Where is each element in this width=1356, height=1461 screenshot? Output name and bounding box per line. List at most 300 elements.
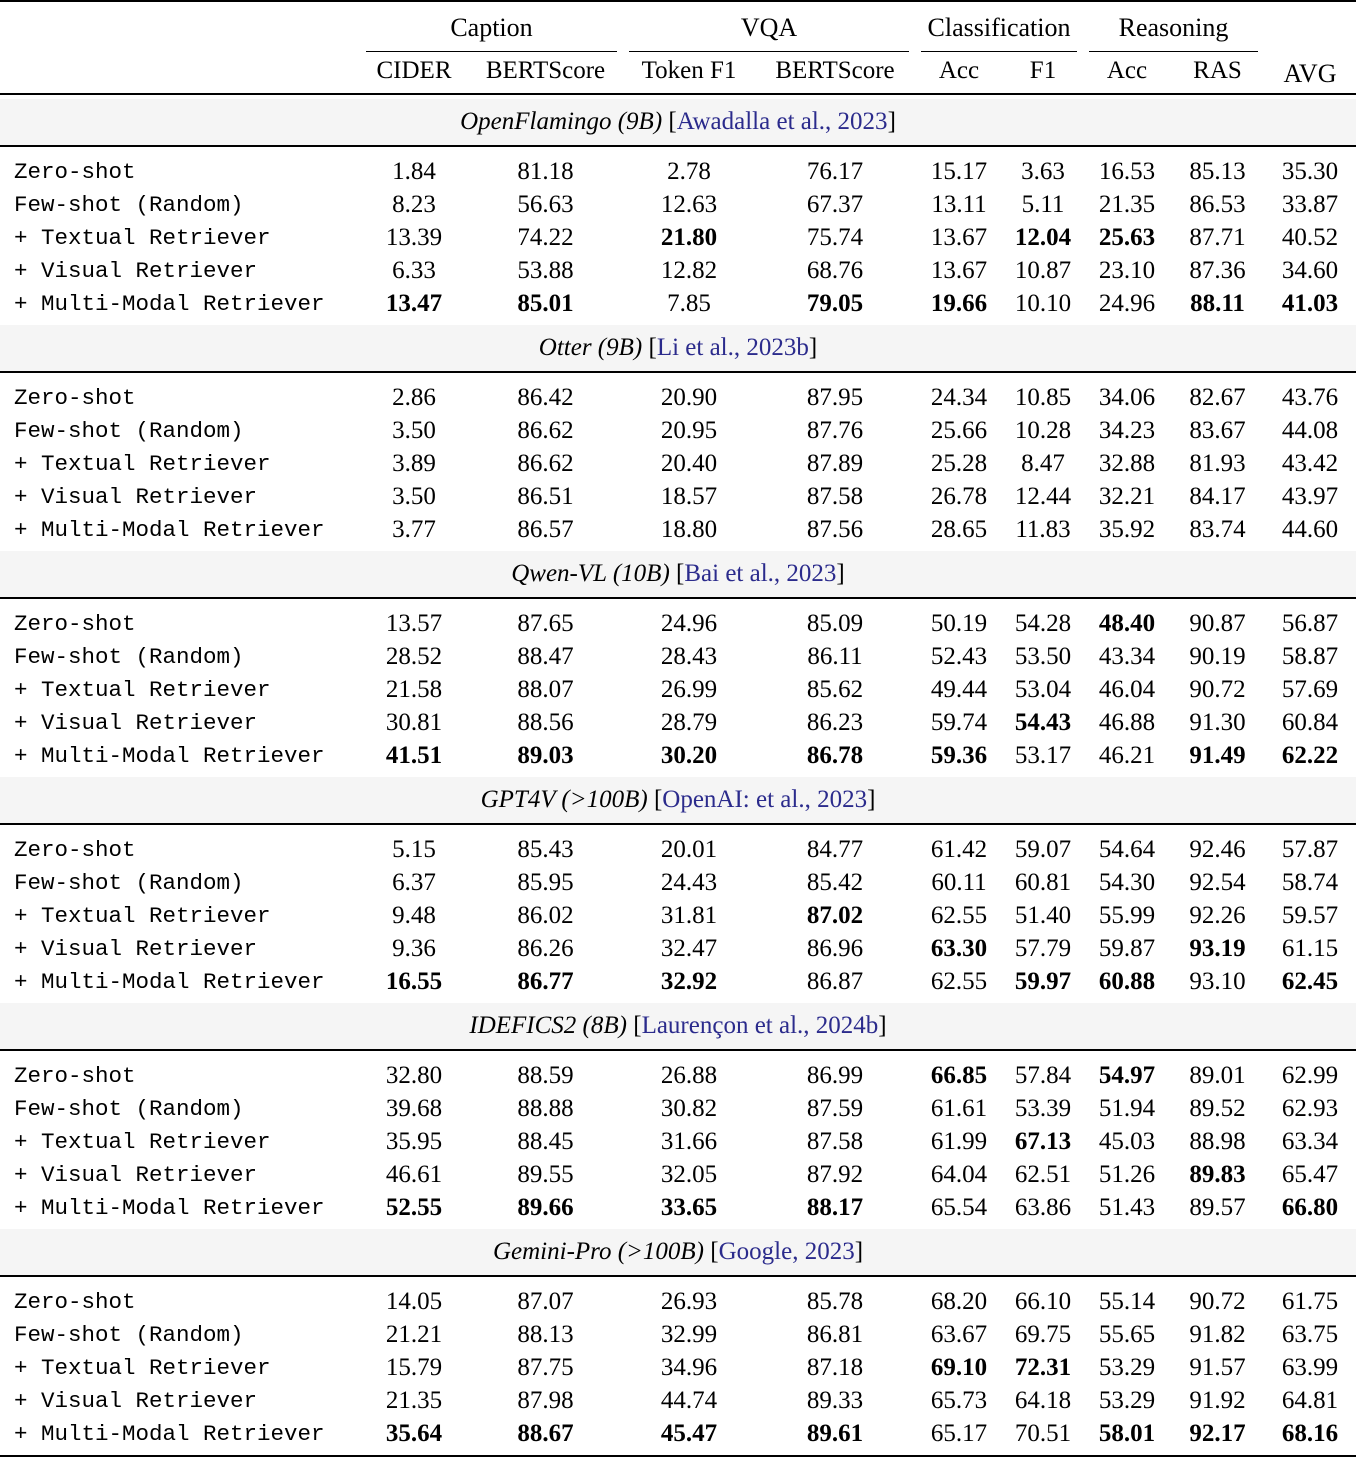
metric-value: 86.57 [517, 515, 574, 543]
horizontal-rule [0, 1456, 1356, 1461]
citation-close-bracket: ] [836, 560, 845, 587]
metric-value: 89.57 [1189, 1193, 1246, 1221]
metric-value: 63.99 [1281, 1353, 1339, 1381]
metric-value: 57.87 [1281, 835, 1339, 863]
metric-value: 18.80 [660, 515, 718, 543]
column-header-ras-7: RAS [1193, 57, 1242, 84]
row-label: Zero-shot [14, 836, 136, 863]
row-label: + Textual Retriever [14, 450, 271, 477]
metric-value: 88.88 [517, 1094, 574, 1122]
row-label: Few-shot (Random) [14, 191, 244, 218]
metric-value: 74.22 [517, 223, 574, 251]
metric-value: 63.30 [930, 934, 988, 962]
metric-value: 62.51 [1014, 1160, 1072, 1188]
metric-value: 15.17 [930, 157, 988, 185]
metric-value: 76.17 [806, 157, 864, 185]
row-label: + Textual Retriever [14, 1128, 271, 1155]
metric-value: 53.04 [1014, 675, 1072, 703]
column-group-caption: Caption [450, 13, 533, 42]
row-label: Few-shot (Random) [14, 869, 244, 896]
metric-value: 51.94 [1098, 1094, 1156, 1122]
metric-value: 3.77 [392, 515, 436, 543]
metric-value: 53.50 [1014, 642, 1072, 670]
table-row [0, 607, 1356, 640]
metric-value: 30.81 [385, 708, 443, 736]
metric-value: 59.57 [1281, 901, 1339, 929]
metric-value: 28.65 [930, 515, 988, 543]
metric-value: 54.30 [1098, 868, 1156, 896]
row-label: Few-shot (Random) [14, 1321, 244, 1348]
metric-value: 68.76 [806, 256, 864, 284]
citation-close-bracket: ] [887, 108, 896, 135]
row-label: + Multi-Modal Retriever [14, 742, 325, 769]
table-row [0, 866, 1356, 899]
metric-value: 88.11 [1190, 289, 1245, 317]
model-name: Otter (9B) [538, 334, 643, 361]
row-label: + Visual Retriever [14, 1387, 258, 1414]
citation-link[interactable]: Laurençon et al., 2024b [641, 1012, 879, 1039]
metric-value: 85.42 [806, 868, 864, 896]
metric-value: 87.58 [806, 482, 864, 510]
metric-value: 53.17 [1014, 741, 1072, 769]
metric-value: 86.53 [1189, 190, 1246, 218]
citation-link[interactable]: Google, 2023 [718, 1238, 855, 1265]
table-row [0, 381, 1356, 414]
metric-value: 53.39 [1014, 1094, 1072, 1122]
metric-value: 31.81 [660, 901, 718, 929]
model-name: IDEFICS2 (8B) [469, 1012, 627, 1039]
metric-value: 34.96 [660, 1353, 718, 1381]
table-row [0, 221, 1356, 254]
row-label: + Visual Retriever [14, 483, 258, 510]
metric-value: 5.15 [392, 835, 436, 863]
metric-value: 43.34 [1098, 642, 1156, 670]
metric-value: 6.33 [392, 256, 436, 284]
metric-value: 68.20 [930, 1287, 988, 1315]
metric-value: 86.62 [517, 449, 574, 477]
metric-value: 92.46 [1189, 835, 1246, 863]
metric-value: 55.14 [1098, 1287, 1156, 1315]
metric-value: 20.40 [660, 449, 718, 477]
metric-value: 86.96 [806, 934, 864, 962]
table-row [0, 1059, 1356, 1092]
metric-value: 24.34 [930, 383, 988, 411]
citation-close-bracket: ] [808, 334, 818, 361]
metric-value: 26.99 [660, 675, 718, 703]
row-label: Zero-shot [14, 384, 136, 411]
metric-value: 56.87 [1281, 609, 1339, 637]
metric-value: 87.58 [806, 1127, 864, 1155]
row-label: Few-shot (Random) [14, 417, 244, 444]
metric-value: 53.29 [1098, 1353, 1156, 1381]
metric-value: 25.66 [930, 416, 988, 444]
citation-open-bracket: [ [662, 108, 677, 135]
column-group-classification: Classification [927, 13, 1071, 42]
metric-value: 91.82 [1189, 1320, 1246, 1348]
row-label: + Textual Retriever [14, 902, 271, 929]
metric-value: 87.65 [517, 609, 574, 637]
metric-value: 92.54 [1189, 868, 1246, 896]
table-row [0, 965, 1356, 998]
metric-value: 90.72 [1189, 1287, 1246, 1315]
citation-link[interactable]: Awadalla et al., 2023 [676, 108, 888, 135]
table-row [0, 188, 1356, 221]
citation-open-bracket: [ [642, 334, 657, 361]
metric-value: 79.05 [806, 289, 864, 317]
metric-value: 66.10 [1014, 1287, 1072, 1315]
metric-value: 32.80 [385, 1061, 443, 1089]
citation-link[interactable]: Bai et al., 2023 [684, 560, 837, 587]
metric-value: 57.69 [1281, 675, 1339, 703]
table-row [0, 414, 1356, 447]
metric-value: 86.11 [807, 642, 863, 670]
metric-value: 9.48 [392, 901, 436, 929]
metric-value: 52.43 [930, 642, 988, 670]
metric-value: 21.35 [385, 1386, 443, 1414]
row-label: + Multi-Modal Retriever [14, 968, 325, 995]
metric-value: 59.87 [1098, 934, 1156, 962]
metric-value: 26.88 [660, 1061, 718, 1089]
metric-value: 58.87 [1281, 642, 1339, 670]
metric-value: 87.98 [517, 1386, 574, 1414]
metric-value: 35.30 [1281, 157, 1339, 185]
metric-value: 93.10 [1189, 967, 1246, 995]
metric-value: 89.03 [517, 741, 574, 769]
metric-value: 34.23 [1098, 416, 1156, 444]
metric-value: 59.97 [1014, 967, 1072, 995]
row-label: + Multi-Modal Retriever [14, 1194, 325, 1221]
metric-value: 87.36 [1189, 256, 1246, 284]
metric-value: 88.56 [517, 708, 574, 736]
row-label: Zero-shot [14, 158, 136, 185]
section-header-row [0, 325, 1356, 372]
column-header-bertscore-1: BERTScore [485, 57, 606, 84]
metric-value: 16.55 [385, 967, 443, 995]
row-label: + Visual Retriever [14, 257, 258, 284]
metric-value: 59.74 [930, 708, 988, 736]
metric-value: 62.22 [1281, 741, 1339, 769]
metric-value: 88.98 [1189, 1127, 1246, 1155]
metric-value: 33.65 [660, 1193, 718, 1221]
table-row [0, 480, 1356, 513]
metric-value: 88.45 [517, 1127, 574, 1155]
metric-value: 10.85 [1014, 383, 1072, 411]
section-header-row [0, 551, 1356, 598]
metric-value: 44.08 [1281, 416, 1339, 444]
metric-value: 87.95 [806, 383, 864, 411]
metric-value: 68.16 [1281, 1419, 1339, 1447]
metric-value: 88.13 [517, 1320, 574, 1348]
row-label: + Multi-Modal Retriever [14, 516, 325, 543]
metric-value: 63.86 [1014, 1193, 1072, 1221]
metric-value: 89.52 [1189, 1094, 1246, 1122]
metric-value: 13.67 [930, 223, 988, 251]
metric-value: 13.57 [385, 609, 443, 637]
metric-value: 86.42 [517, 383, 574, 411]
section-header-idefics2 [0, 1003, 1356, 1050]
metric-value: 2.86 [392, 383, 436, 411]
metric-value: 13.67 [930, 256, 988, 284]
metric-value: 91.57 [1189, 1353, 1246, 1381]
column-subheader-row [0, 53, 1356, 94]
table-row [0, 254, 1356, 287]
metric-value: 75.74 [806, 223, 864, 251]
row-label: + Textual Retriever [14, 224, 271, 251]
metric-value: 63.34 [1281, 1127, 1339, 1155]
metric-value: 25.63 [1098, 223, 1156, 251]
metric-value: 25.28 [930, 449, 988, 477]
group-header-corner [0, 6, 360, 47]
metric-value: 24.43 [660, 868, 718, 896]
table-row [0, 1158, 1356, 1191]
metric-value: 65.47 [1281, 1160, 1339, 1188]
metric-value: 87.75 [517, 1353, 574, 1381]
metric-value: 44.74 [660, 1386, 718, 1414]
metric-value: 86.99 [806, 1061, 864, 1089]
metric-value: 13.39 [385, 223, 443, 251]
citation-link[interactable]: OpenAI: et al., 2023 [662, 786, 868, 813]
metric-value: 30.20 [660, 741, 718, 769]
metric-value: 85.01 [517, 289, 574, 317]
metric-value: 55.99 [1098, 901, 1156, 929]
metric-value: 7.85 [667, 289, 711, 317]
metric-value: 90.87 [1189, 609, 1246, 637]
column-header-avg: AVG [1283, 59, 1337, 88]
metric-value: 91.49 [1189, 741, 1246, 769]
metric-value: 15.79 [385, 1353, 443, 1381]
metric-value: 83.74 [1189, 515, 1246, 543]
metric-value: 92.17 [1189, 1419, 1246, 1447]
metric-value: 84.17 [1189, 482, 1246, 510]
row-label: Zero-shot [14, 610, 136, 637]
metric-value: 54.28 [1014, 609, 1072, 637]
section-header-row [0, 777, 1356, 824]
metric-value: 53.88 [517, 256, 574, 284]
metric-value: 52.55 [385, 1193, 443, 1221]
section-header-gpt4v [0, 777, 1356, 824]
metric-value: 55.65 [1098, 1320, 1156, 1348]
metric-value: 65.54 [930, 1193, 988, 1221]
metric-value: 62.55 [930, 901, 988, 929]
metric-value: 14.05 [385, 1287, 443, 1315]
metric-value: 3.50 [392, 416, 436, 444]
table-row [0, 447, 1356, 480]
column-header-acc-4: Acc [938, 57, 980, 84]
row-label: + Multi-Modal Retriever [14, 1420, 325, 1447]
metric-value: 65.73 [930, 1386, 988, 1414]
metric-value: 41.03 [1281, 289, 1339, 317]
citation-close-bracket: ] [878, 1012, 887, 1039]
metric-value: 10.28 [1014, 416, 1072, 444]
metric-value: 72.31 [1014, 1353, 1072, 1381]
metric-value: 33.87 [1281, 190, 1339, 218]
column-header-acc-6: Acc [1106, 57, 1148, 84]
citation-close-bracket: ] [867, 786, 876, 813]
metric-value: 87.59 [806, 1094, 864, 1122]
metric-value: 89.33 [806, 1386, 864, 1414]
metric-value: 9.36 [392, 934, 436, 962]
metric-value: 89.83 [1189, 1160, 1246, 1188]
metric-value: 8.47 [1021, 449, 1065, 477]
metric-value: 58.74 [1281, 868, 1339, 896]
row-label: Zero-shot [14, 1062, 136, 1089]
metric-value: 84.77 [806, 835, 864, 863]
metric-value: 48.40 [1098, 609, 1156, 637]
metric-value: 18.57 [660, 482, 718, 510]
model-name: Qwen-VL (10B) [511, 560, 670, 587]
cmidrule-caption [360, 47, 623, 53]
metric-value: 46.88 [1098, 708, 1156, 736]
metric-value: 32.99 [660, 1320, 718, 1348]
metric-value: 63.75 [1281, 1320, 1339, 1348]
citation-open-bracket: [ [647, 786, 663, 813]
metric-value: 89.61 [806, 1419, 864, 1447]
metric-value: 12.04 [1014, 223, 1072, 251]
table-row [0, 833, 1356, 866]
table-row [0, 287, 1356, 320]
metric-value: 67.13 [1014, 1127, 1072, 1155]
metric-value: 87.18 [806, 1353, 864, 1381]
metric-value: 3.50 [392, 482, 436, 510]
metric-value: 69.10 [930, 1353, 988, 1381]
metric-value: 92.26 [1189, 901, 1246, 929]
metric-value: 90.72 [1189, 675, 1246, 703]
table-row [0, 1417, 1356, 1450]
metric-value: 87.76 [806, 416, 864, 444]
metric-value: 85.62 [806, 675, 864, 703]
cmidrule-classification [915, 47, 1083, 53]
metric-value: 5.11 [1021, 190, 1065, 218]
metric-value: 66.85 [930, 1061, 988, 1089]
metric-value: 88.59 [517, 1061, 574, 1089]
table-row [0, 673, 1356, 706]
row-label: + Multi-Modal Retriever [14, 290, 325, 317]
metric-value: 56.63 [517, 190, 574, 218]
metric-value: 20.95 [660, 416, 718, 444]
section-header-row [0, 1003, 1356, 1050]
metric-value: 24.96 [1098, 289, 1156, 317]
table-row [0, 155, 1356, 188]
metric-value: 86.62 [517, 416, 574, 444]
table-row [0, 1191, 1356, 1224]
metric-value: 89.55 [517, 1160, 574, 1188]
metric-value: 34.60 [1281, 256, 1339, 284]
metric-value: 62.99 [1281, 1061, 1339, 1089]
row-label: Few-shot (Random) [14, 643, 244, 670]
metric-value: 64.04 [930, 1160, 988, 1188]
metric-value: 12.82 [660, 256, 718, 284]
column-header-f1-5: F1 [1029, 57, 1057, 84]
metric-value: 87.71 [1189, 223, 1246, 251]
metric-value: 61.75 [1281, 1287, 1339, 1315]
metric-value: 45.03 [1098, 1127, 1156, 1155]
metric-value: 85.13 [1189, 157, 1246, 185]
metric-value: 87.02 [806, 901, 864, 929]
metric-value: 54.64 [1098, 835, 1156, 863]
row-label: Few-shot (Random) [14, 1095, 244, 1122]
metric-value: 35.95 [385, 1127, 443, 1155]
metric-value: 61.61 [930, 1094, 988, 1122]
metric-value: 32.47 [660, 934, 718, 962]
row-label: Zero-shot [14, 1288, 136, 1315]
metric-value: 88.17 [806, 1193, 864, 1221]
metric-value: 86.51 [517, 482, 574, 510]
metric-value: 60.84 [1281, 708, 1339, 736]
metric-value: 86.26 [517, 934, 574, 962]
row-label: + Visual Retriever [14, 935, 258, 962]
metric-value: 6.37 [392, 868, 436, 896]
metric-value: 69.75 [1014, 1320, 1072, 1348]
column-group-reasoning: Reasoning [1118, 13, 1229, 42]
metric-value: 58.01 [1098, 1419, 1156, 1447]
metric-value: 89.66 [517, 1193, 574, 1221]
row-label: + Visual Retriever [14, 709, 258, 736]
metric-value: 60.11 [931, 868, 987, 896]
cmidrule-reasoning [1083, 47, 1264, 53]
citation-close-bracket: ] [854, 1238, 864, 1265]
metric-value: 21.35 [1098, 190, 1156, 218]
metric-value: 87.56 [806, 515, 864, 543]
metric-value: 43.97 [1281, 482, 1339, 510]
table-row [0, 1092, 1356, 1125]
metric-value: 28.79 [660, 708, 718, 736]
metric-value: 88.07 [517, 675, 574, 703]
metric-value: 59.36 [930, 741, 988, 769]
metric-value: 59.07 [1014, 835, 1072, 863]
column-header-cider-0: CIDER [376, 57, 452, 84]
metric-value: 10.10 [1014, 289, 1072, 317]
citation-open-bracket: [ [704, 1238, 719, 1265]
metric-value: 87.89 [806, 449, 864, 477]
table-row [0, 1125, 1356, 1158]
metric-value: 12.44 [1014, 482, 1072, 510]
citation-link[interactable]: Li et al., 2023b [656, 334, 809, 361]
metric-value: 39.68 [385, 1094, 443, 1122]
subheader-corner [0, 53, 360, 94]
metric-value: 30.82 [660, 1094, 718, 1122]
metric-value: 86.81 [806, 1320, 864, 1348]
metric-value: 40.52 [1281, 223, 1339, 251]
table-row [0, 1384, 1356, 1417]
model-name: GPT4V (>100B) [480, 786, 648, 813]
metric-value: 85.95 [517, 868, 574, 896]
metric-value: 57.84 [1014, 1061, 1072, 1089]
metric-value: 41.51 [385, 741, 443, 769]
metric-value: 53.29 [1098, 1386, 1156, 1414]
citation-open-bracket: [ [669, 560, 685, 587]
metric-value: 86.78 [806, 741, 864, 769]
metric-value: 62.55 [930, 967, 988, 995]
metric-value: 85.43 [517, 835, 574, 863]
metric-value: 63.67 [930, 1320, 988, 1348]
section-header-openflamingo [0, 99, 1356, 146]
cmidrule-vqa [623, 47, 915, 53]
metric-value: 54.43 [1014, 708, 1072, 736]
metric-value: 66.80 [1281, 1193, 1339, 1221]
metric-value: 61.99 [930, 1127, 988, 1155]
metric-value: 32.05 [660, 1160, 718, 1188]
metric-value: 91.92 [1189, 1386, 1246, 1414]
citation-open-bracket: [ [626, 1012, 642, 1039]
metric-value: 62.93 [1281, 1094, 1339, 1122]
column-header-token-f1-2: Token F1 [641, 57, 737, 84]
metric-value: 83.67 [1189, 416, 1246, 444]
metric-value: 21.80 [660, 223, 718, 251]
metric-value: 82.67 [1189, 383, 1246, 411]
metric-value: 86.87 [806, 967, 864, 995]
metric-value: 35.64 [385, 1419, 443, 1447]
table-row [0, 706, 1356, 739]
